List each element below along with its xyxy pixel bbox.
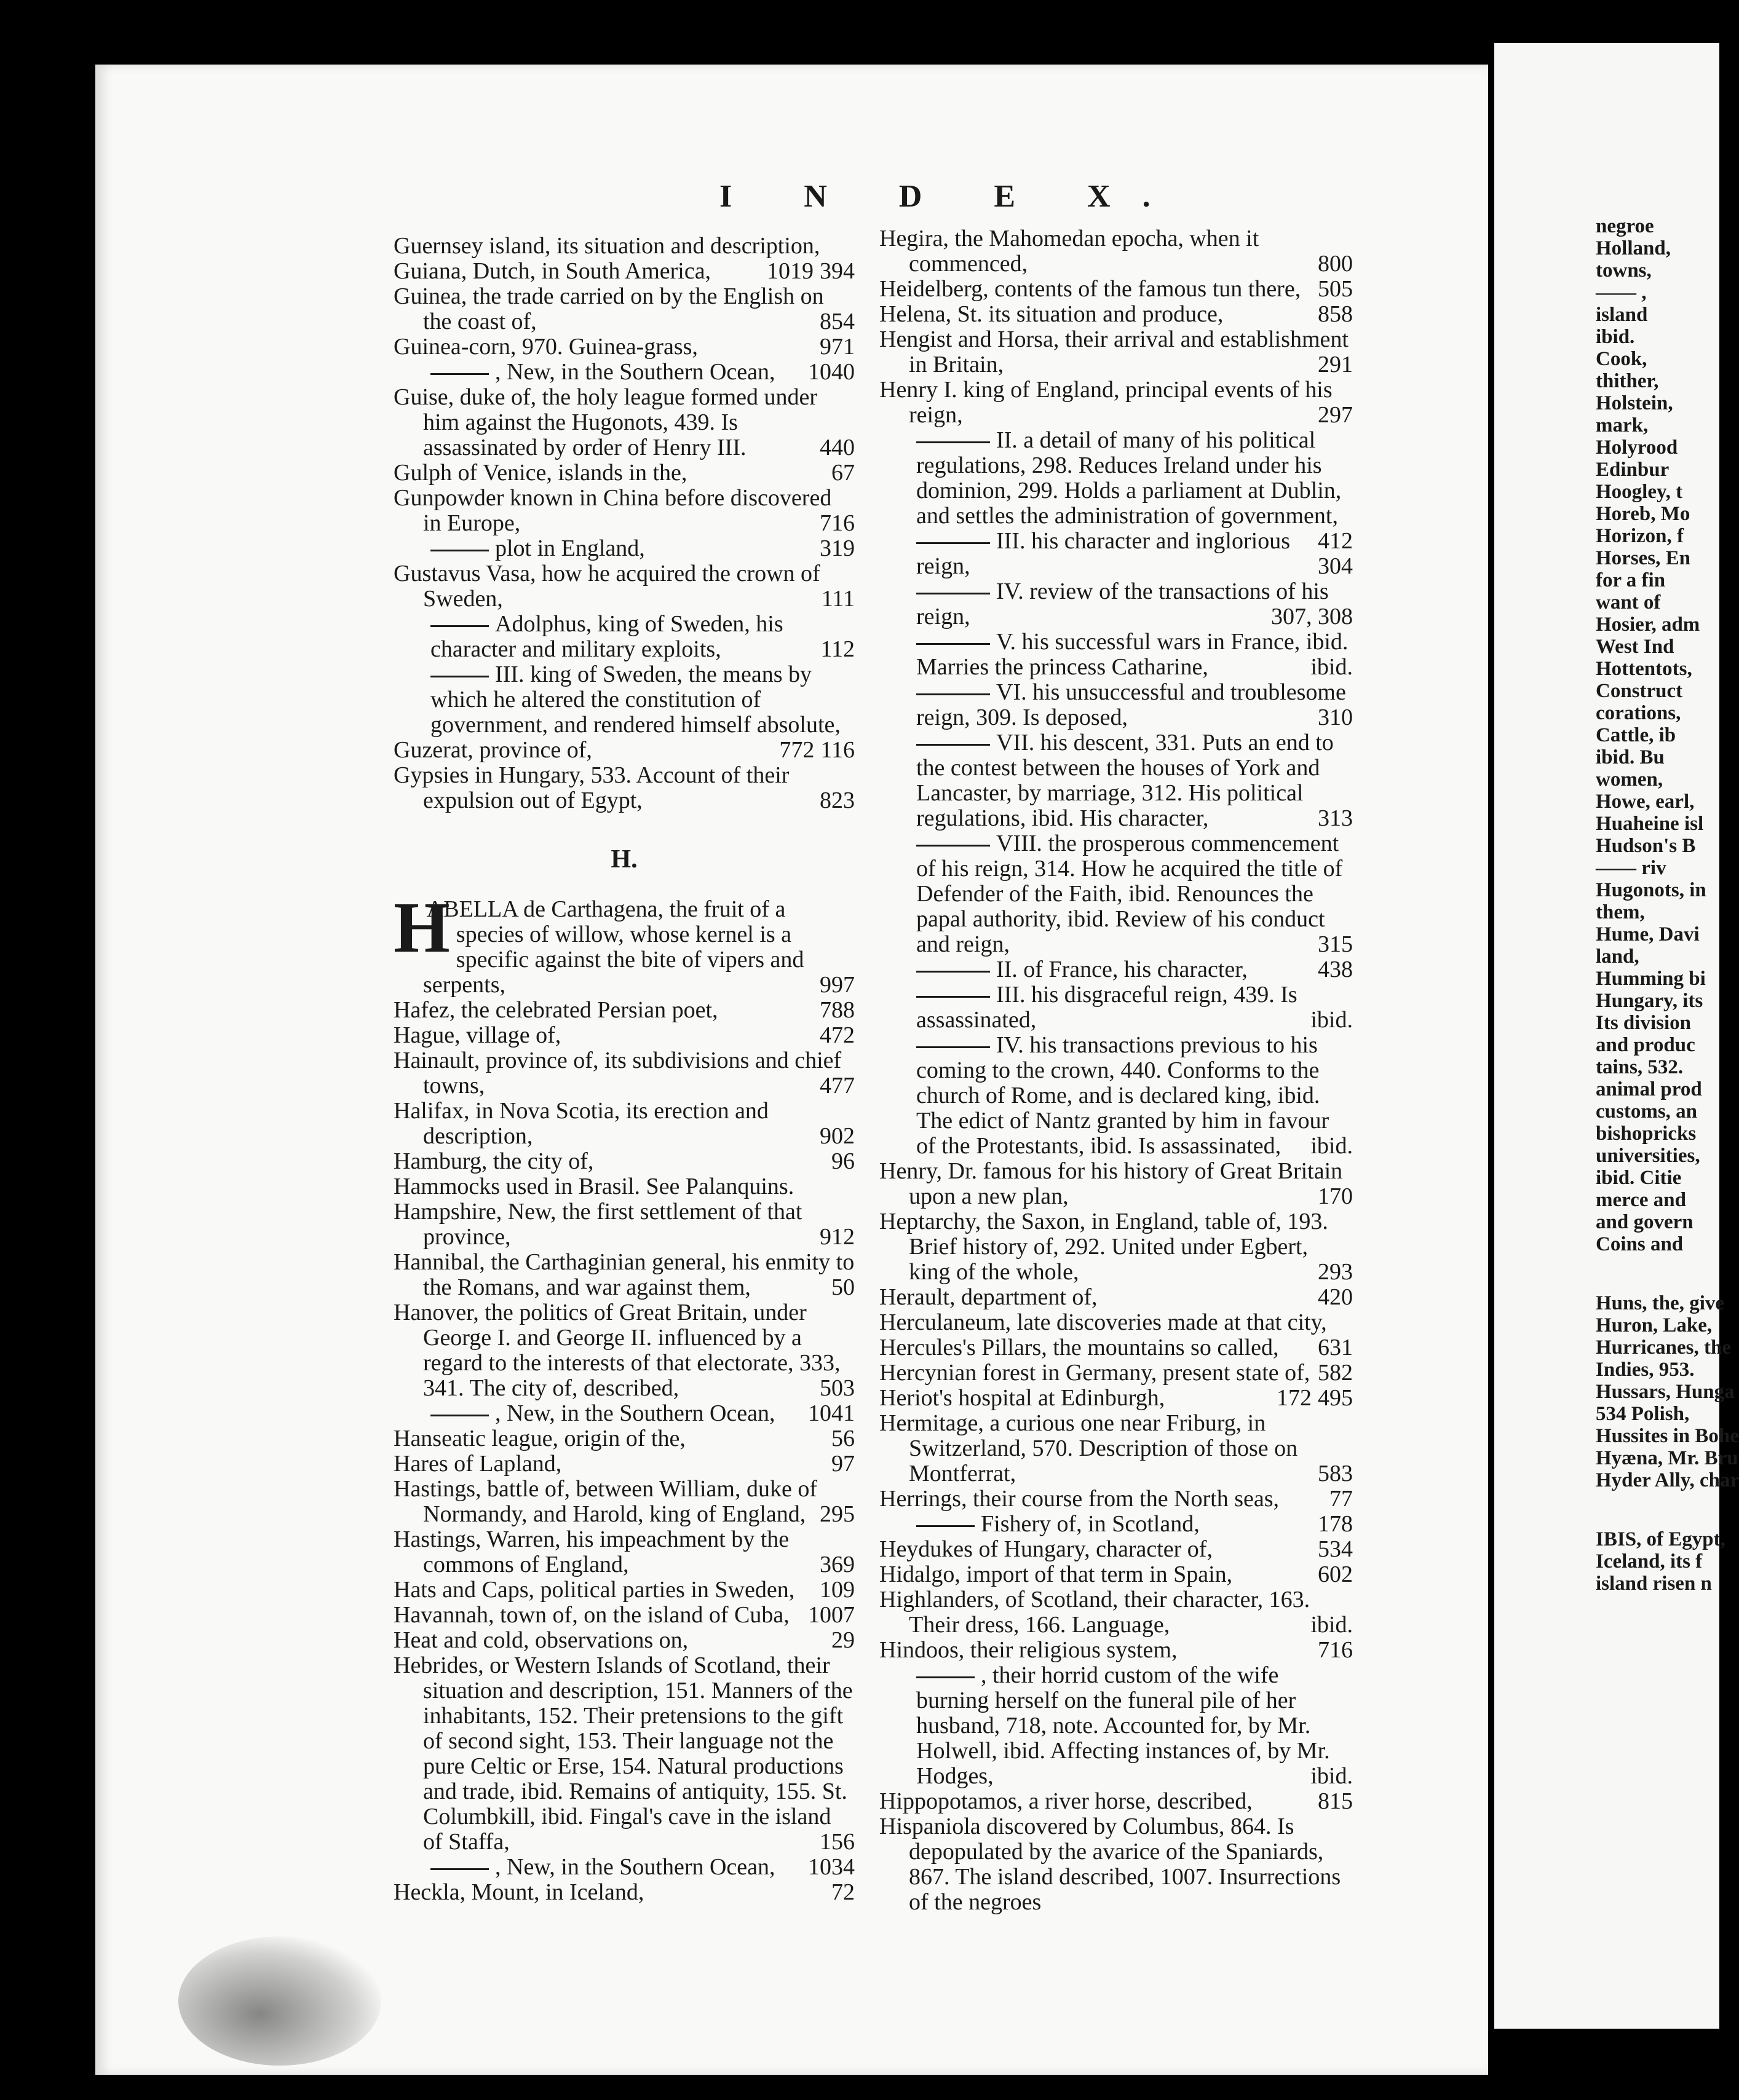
index-entry [879,529,1353,579]
facing-page-fragment: Hurricanes, the [1596,1336,1731,1359]
ditto-dash [916,441,990,443]
page-number: 67 [831,460,855,486]
page-number: 823 [820,788,855,813]
section-letter-heading: H. [611,845,638,874]
facing-page-fragment: Hyder Ally, char [1596,1469,1739,1491]
index-entry [394,1477,855,1527]
entry-text: Guiana, Dutch, in South America, [394,258,711,284]
page-number: 295 [820,1501,855,1527]
page-number: 1041 [808,1400,855,1426]
entry-text: Hidalgo, import of that term in Spain, [879,1561,1233,1587]
page-number: 412 [1318,528,1353,554]
index-entry [394,1628,855,1653]
index-entry [394,1199,855,1250]
index-entry [879,680,1353,730]
page-number: 178 [1318,1511,1353,1537]
facing-page-fragment: Holyrood [1596,436,1678,459]
page-number: 440 [820,435,855,460]
ditto-dash [916,693,990,695]
entry-text: Hengist and Horsa, their arrival and establishment in Britain, [879,326,1349,377]
index-entry [394,1099,855,1149]
index-entry [879,1814,1353,1915]
index-entry [394,460,855,486]
facing-page-fragment: Huaheine isl [1596,813,1704,835]
entry-text: IV. review of the transactions of his reign, [916,578,1329,630]
page-number: 394 [820,258,855,284]
facing-page-fragment: animal prod [1596,1078,1702,1100]
page-number: 156 [820,1829,855,1855]
page-number: 72 [831,1879,855,1905]
entry-text: Guinea-corn, 970. Guinea-grass, [394,334,698,360]
facing-page-fragment: Indies, 953. [1596,1359,1695,1381]
index-entry [394,561,855,612]
page-number: 319 [820,535,855,561]
facing-page-fragment: customs, an [1596,1100,1698,1123]
entry-text: Highlanders, of Scotland, their character, 163. Their dress, 166. Language, [879,1587,1310,1638]
ditto-dash [916,744,990,746]
entry-text: Hippopotamos, a river horse, described, [879,1788,1253,1814]
entry-text: Hamburg, the city of, [394,1148,594,1174]
facing-page-fragment: Hugonots, in [1596,879,1706,901]
ditto-dash [430,373,489,375]
index-entry [879,327,1353,377]
facing-page-fragment: Hudson's B [1596,835,1696,857]
facing-page-fragment: land, [1596,945,1639,968]
entry-text: Hampshire, New, the first settlement of that province, [394,1199,802,1250]
entry-text: Henry I. king of England, principal events of his reign, [879,377,1333,428]
index-entry [394,1250,855,1300]
page-number: 50 [831,1274,855,1300]
page-number: 56 [831,1426,855,1451]
facing-page-fragment: Humming bi [1596,968,1706,990]
entry-text: Heidelberg, contents of the famous tun there, [879,276,1301,302]
facing-page-fragment: women, [1596,768,1663,791]
page-number: 1019 [767,258,814,284]
entry-text: Guinea, the trade carried on by the English on the coast of, [394,283,824,334]
page-number: 315 [1318,931,1353,957]
entry-text: Gulph of Venice, islands in the, [394,460,687,486]
facing-page-fragment: island risen n [1596,1573,1712,1595]
page-number: 505 [1318,276,1353,302]
index-entry [879,1159,1353,1209]
facing-page-fragment: Iceland, its f [1596,1550,1703,1573]
page-number: 602 [1318,1561,1353,1587]
page-number: 495 [1318,1385,1353,1411]
ditto-dash [916,996,990,998]
entry-text: Havannah, town of, on the island of Cuba, [394,1602,790,1628]
facing-page-fragment: towns, [1596,259,1652,282]
index-entry [394,360,855,385]
page-number: 170 [1318,1183,1353,1209]
page-number: ibid. [1310,1133,1353,1159]
index-entry [879,982,1353,1033]
page-number: 420 [1318,1284,1353,1310]
facing-page-fragment: ibid. Bu [1596,746,1665,768]
index-entry [879,1285,1353,1310]
ditto-dash [916,845,990,847]
entry-text: , New, in the Southern Ocean, [495,359,775,385]
entry-text: Heckla, Mount, in Iceland, [394,1879,644,1905]
page-number: 313 [1318,805,1353,831]
facing-page-fragment: and govern [1596,1211,1693,1233]
index-entry [879,1386,1353,1411]
facing-page-fragment: West Ind [1596,636,1674,658]
index-column-left [394,234,855,1905]
facing-page-fragment: —— , [1596,282,1647,304]
page-number: 1034 [808,1854,855,1880]
page-number: 716 [1318,1637,1353,1663]
page-smudge [178,1936,381,2066]
entry-text: Hats and Caps, political parties in Sweden, [394,1577,795,1603]
entry-text: Hanseatic league, origin of the, [394,1426,686,1451]
index-entry [394,1527,855,1577]
entry-text: III. his disgraceful reign, 439. Is assassinated, [916,982,1297,1033]
ditto-dash [430,550,489,551]
facing-page-fragment: Hume, Davi [1596,923,1700,945]
page-number: 772 [779,737,815,763]
page-number: 438 [1318,957,1353,982]
facing-page-fragment: Edinbur [1596,459,1670,481]
drop-cap: H [394,887,450,968]
entry-text: Hafez, the celebrated Persian poet, [394,997,718,1023]
facing-page-fragment: Hussites in Bohe [1596,1425,1739,1447]
index-entry [879,377,1353,428]
entry-text: Guzerat, province of, [394,737,592,763]
index-entry [879,1512,1353,1537]
page-header: I N D E X. [719,179,1182,214]
page-number: 971 [820,334,855,360]
page-number: 291 [1318,352,1353,377]
index-entry [394,385,855,460]
index-entry [394,1300,855,1401]
facing-page-fragment: Cook, [1596,348,1647,370]
entry-text: Herault, department of, [879,1284,1098,1310]
page-number: 800 [1318,251,1353,277]
facing-page-fragment: Horizon, f [1596,525,1684,547]
page-number: 583 [1318,1461,1353,1486]
index-entry [879,1587,1353,1638]
facing-page-fragment: Coins and [1596,1233,1684,1255]
facing-page-fragment: Huron, Lake, [1596,1314,1713,1336]
facing-page-fragment: and produc [1596,1034,1695,1056]
facing-page-fragment: Huns, the, give [1596,1292,1725,1314]
index-entry [879,1537,1353,1562]
index-entry [394,1401,855,1426]
entry-text: Gunpowder known in China before discovered in Europe, [394,485,832,536]
index-entry [879,277,1353,302]
page-number: 172 [1277,1385,1312,1411]
page-number: 29 [831,1627,855,1653]
facing-page-fragment: Horses, En [1596,547,1691,569]
page-number: 582 [1318,1360,1353,1386]
entry-text: Hanover, the politics of Great Britain, under George I. and George II. influenced by a regard to the interests of that electorate, 333, 341. The city of, described, [394,1300,841,1401]
entry-text: ABELLA de Carthagena, the fruit of a species of willow, whose kernel is a specific against the bite of vipers and serpents, [423,896,804,998]
facing-page-fragment: —— riv [1596,857,1666,879]
facing-page-fragment: merce and [1596,1189,1686,1211]
entry-text: Hercules's Pillars, the mountains so called, [879,1335,1279,1360]
facing-page-fragment: Hottentots, [1596,658,1692,680]
page-number: 96 [831,1148,855,1174]
page-number: ibid. [1310,1612,1353,1638]
page-number: 97 [831,1451,855,1477]
page-number: 902 [820,1123,855,1149]
entry-text: VIII. the prosperous commencement of his reign, 314. How he acquired the title of Defender of the Faith, ibid. Renounces the papal authority, ibid. Review of his conduct and reign, [916,831,1343,957]
facing-page-fragment: Hosier, adm [1596,614,1700,636]
entry-text: , New, in the Southern Ocean, [495,1400,775,1426]
page-number: 997 [820,972,855,998]
page-number: 716 [820,510,855,536]
index-entry [394,1603,855,1628]
facing-page-fragment: Holland, [1596,237,1671,259]
page-number: 788 [820,997,855,1023]
index-entry [394,1174,855,1199]
facing-page-fragment: mark, [1596,414,1649,436]
index-entry [394,1577,855,1603]
page-number: 297 [1318,402,1353,428]
facing-page-fragment: island [1596,304,1648,326]
index-entry [394,1426,855,1451]
ditto-dash [916,1525,975,1527]
page-number: 854 [820,309,855,334]
facing-page-fragment: Hoogley, t [1596,481,1683,503]
page-number: ibid. [1310,1763,1353,1789]
facing-page-fragment: Hyæna, Mr. Bru [1596,1447,1738,1469]
page-number: 858 [1318,301,1353,327]
entry-text: Guernsey island, its situation and description, [394,233,820,259]
index-entry [394,612,855,662]
page-number: 477 [820,1073,855,1099]
ditto-dash [916,542,990,544]
index-entry [879,1638,1353,1663]
entry-text: Heydukes of Hungary, character of, [879,1536,1213,1562]
entry-text: Guise, duke of, the holy league formed under him against the Hugonots, 439. Is assassinated by order of Henry III. [394,384,818,460]
page-number: 304 [1318,553,1353,579]
index-entry [394,1855,855,1880]
facing-page-fragment: them, [1596,901,1645,923]
facing-page-fragment: Cattle, ib [1596,724,1676,746]
entry-text: Fishery of, in Scotland, [981,1511,1200,1537]
facing-page-fragment: tains, 532. [1596,1056,1684,1078]
index-entry [879,831,1353,957]
entry-text: Hannibal, the Carthaginian general, his enmity to the Romans, and war against them, [394,1249,855,1300]
entry-text: Herculaneum, late discoveries made at that city, [879,1309,1327,1335]
facing-page-fragment: thither, [1596,370,1659,392]
index-entry [394,259,855,284]
entry-text: Hegira, the Mahomedan epocha, when it commenced, [879,226,1259,277]
ditto-dash [916,1676,975,1678]
page-number: 815 [1318,1788,1353,1814]
facing-page-fragment: Holstein, [1596,392,1673,414]
page-number: 631 [1318,1335,1353,1360]
entry-text: Hague, village of, [394,1022,561,1048]
facing-page-fragment: negroe [1596,215,1654,237]
ditto-dash [916,971,990,973]
index-entry [879,1033,1353,1159]
page-number: ibid. [1310,654,1353,680]
index-entry [879,730,1353,831]
index-entry [394,1023,855,1048]
page-number: 77 [1329,1486,1353,1512]
facing-page-fragment: 534 Polish, [1596,1403,1690,1425]
facing-page-fragment: corations, [1596,702,1681,724]
facing-page-fragment: want of [1596,591,1661,614]
facing-page-fragment: IBIS, of Egypt, [1596,1528,1725,1550]
entry-text: Hastings, battle of, between William, duke of Normandy, and Harold, king of England, [394,1476,817,1527]
entry-text: Hindoos, their religious system, [879,1637,1178,1663]
ditto-dash [430,625,489,627]
entry-text: Hainault, province of, its subdivisions and chief towns, [394,1048,842,1099]
index-column-right [879,226,1353,1915]
page-number: 912 [820,1224,855,1250]
index-entry [394,284,855,334]
page-number: 534 [1318,1536,1353,1562]
facing-page-fragment: ibid. Citie [1596,1167,1682,1189]
entry-text: , New, in the Southern Ocean, [495,1854,775,1880]
facing-page-fragment: Hungary, its [1596,990,1703,1012]
entry-text: II. a detail of many of his political regulations, 298. Reduces Ireland under his dominion, 299. Holds a parliament at Dublin, and settles the administration of government, [916,427,1342,529]
facing-page-fragment: ibid. [1596,326,1635,348]
entry-text: Heptarchy, the Saxon, in England, table of, 193. Brief history of, 292. United under Egbert, king of the whole, [879,1209,1328,1285]
facing-page-column [1596,215,1739,1595]
page-number: 109 [820,1577,855,1603]
entry-text: Gypsies in Hungary, 533. Account of their expulsion out of Egypt, [394,762,790,813]
index-entry [879,579,1353,630]
index-entry [394,536,855,561]
ditto-dash [430,1868,489,1870]
entry-text: , their horrid custom of the wife burning herself on the funeral pile of her husband, 718, note. Accounted for, by Mr. Holwell, ibid. Affecting instances of, by Mr. Hodges, [916,1662,1330,1789]
facing-page-fragment: Its division [1596,1012,1691,1034]
entry-text: Hastings, Warren, his impeachment by the commons of England, [394,1526,790,1577]
entry-text: Helena, St. its situation and produce, [879,301,1224,327]
index-entry [394,1048,855,1099]
page-number: 111 [821,586,855,612]
index-entry [394,1149,855,1174]
entry-text: Hermitage, a curious one near Friburg, in Switzerland, 570. Description of those on Montferrat, [879,1410,1298,1486]
index-entry [394,998,855,1023]
page-number: 112 [820,636,855,662]
entry-text: III. king of Sweden, the means by which he altered the constitution of government, and rendered himself absolute, [430,661,841,738]
index-entry [394,486,855,536]
index-entry [879,957,1353,982]
index-entry [879,226,1353,277]
index-entry [394,1451,855,1477]
page-number: 503 [820,1375,855,1401]
entry-text: IV. his transactions previous to his coming to the crown, 440. Conforms to the church of Rome, and is declared king, ibid. The edict of Nantz granted by him in favour of the Protestants, ibid. Is assassinated, [916,1032,1329,1159]
page-number: 369 [820,1552,855,1577]
facing-page-fragment: Horeb, Mo [1596,503,1690,525]
entry-text: Halifax, in Nova Scotia, its erection and description, [394,1098,769,1149]
entry-text: Adolphus, king of Sweden, his character and military exploits, [430,611,783,662]
index-entry [394,1880,855,1905]
page-number: 1007 [808,1602,855,1628]
ditto-dash [916,593,990,594]
entry-text: VI. his unsuccessful and troublesome reign, 309. Is deposed, [916,679,1346,730]
entry-text: III. his character and inglorious reign, [916,528,1290,579]
facing-page-fragment: for a fin [1596,569,1666,591]
page-number: 310 [1318,705,1353,730]
entry-text: Hebrides, or Western Islands of Scotland, their situation and description, 151. Manners of the inhabitants, 152. Their pretensions to the gift of second sight, 153. Their language not the pure Celtic or Erse, 154. Natural productions and trade, ibid. Remains of antiquity, 155. St. Columbkill, ibid. Fingal's cave in the island of Staffa, [394,1652,853,1855]
entry-text: Hispaniola discovered by Columbus, 864. Is depopulated by the avarice of the Spaniards, 867. The island described, 1007. Insurrections of the negroes [879,1814,1341,1915]
entry-text: plot in England, [495,535,645,561]
facing-page-fragment: Construct [1596,680,1683,702]
ditto-dash [916,643,990,645]
index-entry [879,1486,1353,1512]
index-entry [879,302,1353,327]
facing-page-fragment: universities, [1596,1145,1700,1167]
entry-text: Heat and cold, observations on, [394,1627,689,1653]
entry-text: Gustavus Vasa, how he acquired the crown of Sweden, [394,561,820,612]
entry-text: Hammocks used in Brasil. See Palanquins. [394,1174,794,1199]
page-number: 1040 [808,359,855,385]
index-entry [394,334,855,360]
index-entry [879,1411,1353,1486]
entry-text: Hares of Lapland, [394,1451,562,1477]
index-entry [394,763,855,813]
page-number: 307, 308 [1271,604,1353,630]
entry-text: VII. his descent, 331. Puts an end to the contest between the houses of York and Lancaster, by marriage, 312. His political regulations, ibid. His character, [916,730,1334,831]
facing-page-fragment: Hussars, Hunga [1596,1381,1735,1403]
entry-text: Henry, Dr. famous for his history of Great Britain upon a new plan, [879,1158,1343,1209]
page-number: 116 [820,737,855,763]
index-entry [879,1562,1353,1587]
page-number: ibid. [1310,1007,1353,1033]
index-entry [879,1789,1353,1814]
entry-text: V. his successful wars in France, ibid. Marries the princess Catharine, [916,629,1349,680]
index-entry [394,1653,855,1855]
ditto-dash [430,1415,489,1416]
page-number: 293 [1318,1259,1353,1285]
index-entry [879,630,1353,680]
facing-page-fragment: bishopricks [1596,1123,1697,1145]
entry-text: II. of France, his character, [996,957,1248,982]
ditto-dash [916,1046,990,1048]
index-entry [394,738,855,763]
page-number: 472 [820,1022,855,1048]
entry-text: Heriot's hospital at Edinburgh, [879,1385,1165,1411]
entry-text: Herrings, their course from the North seas, [879,1486,1280,1512]
facing-page-fragment: Howe, earl, [1596,791,1695,813]
entry-text: Hercynian forest in Germany, present state of, [879,1360,1310,1386]
ditto-dash [430,676,489,677]
index-entry [879,1663,1353,1789]
index-entry [879,1209,1353,1285]
index-entry [394,887,855,998]
